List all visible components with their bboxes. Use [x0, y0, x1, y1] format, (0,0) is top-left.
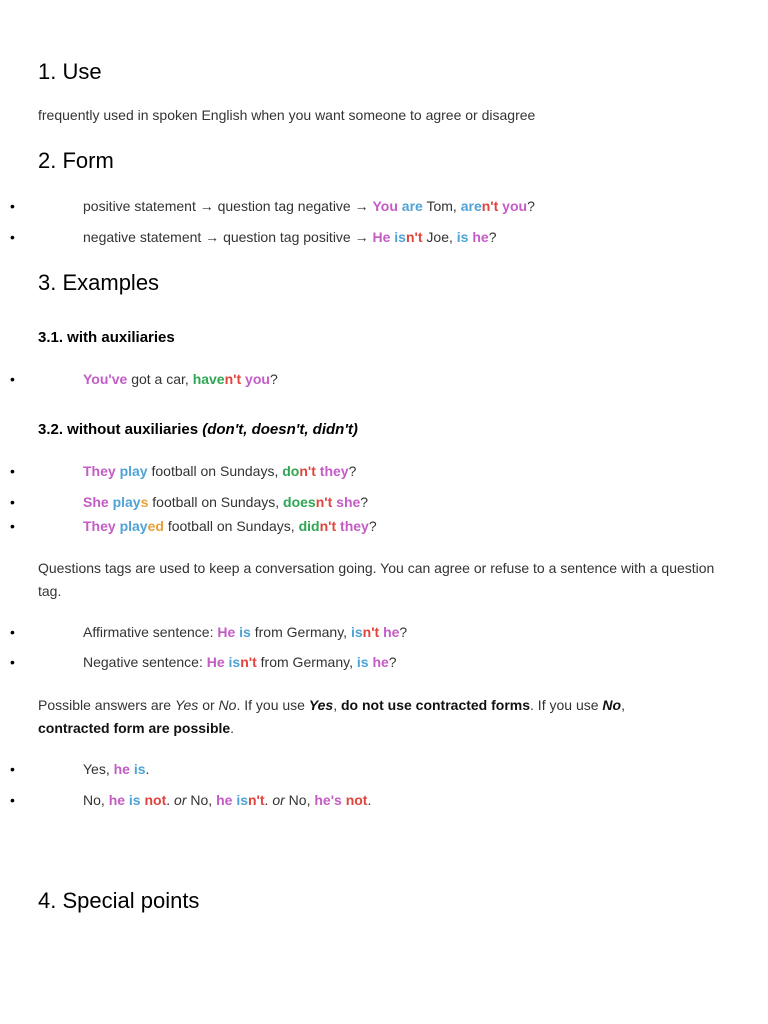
list-item [0, 759, 768, 779]
subheading-with-auxiliaries: 3.1. with auxiliaries [38, 329, 175, 346]
bullet: • [10, 494, 15, 510]
list-item [0, 622, 768, 642]
answer-yes: Yes, he is. [83, 761, 150, 777]
bullet: • [10, 371, 15, 387]
bullet: • [10, 518, 15, 534]
example-youve: You've got a car, haven't you? [83, 371, 278, 387]
example-they-play: They play football on Sundays, don't they? [83, 463, 357, 479]
list-item [0, 227, 768, 247]
bullet: • [10, 229, 15, 245]
bullet: • [10, 654, 15, 670]
example-they-played: They played football on Sundays, didn't they? [83, 518, 377, 534]
bullet: • [10, 463, 15, 479]
example-she-plays: She plays football on Sundays, doesn't she? [83, 494, 369, 510]
form-item-negative: negative statement → question tag positive → He isn't Joe, is he? [83, 229, 497, 245]
answer-no: No, he is not. or No, he isn't. or No, he's not. [83, 792, 372, 808]
list-item [0, 461, 768, 481]
negative-sentence: Negative sentence: He isn't from Germany, is he? [83, 654, 397, 670]
use-text: frequently used in spoken English when you want someone to agree or disagree [38, 107, 536, 123]
list-item [0, 492, 768, 512]
list-item [0, 790, 768, 810]
subheading-without-auxiliaries: 3.2. without auxiliaries (don't, doesn't, didn't) [38, 421, 358, 438]
paragraph-conversation: Questions tags are used to keep a conversation going. You can agree or refuse to a sentence with a question tag. [38, 560, 715, 599]
heading-use: 1. Use [38, 59, 102, 84]
bullet: • [10, 198, 15, 214]
affirmative-sentence: Affirmative sentence: He is from Germany, isn't he? [83, 624, 408, 640]
paragraph-possible-answers: Possible answers are Yes or No. If you use Yes, do not use contracted forms. If you use No, contracted form are possible. [38, 697, 625, 736]
form-item-positive: positive statement → question tag negative → You are Tom, aren't you? [83, 198, 535, 214]
list-item [0, 196, 768, 216]
bullet: • [10, 792, 15, 808]
list-item [0, 652, 768, 672]
heading-examples: 3. Examples [38, 270, 160, 295]
bullet: • [10, 761, 15, 777]
list-item [0, 369, 768, 389]
list-item [0, 516, 768, 536]
heading-form: 2. Form [38, 148, 114, 173]
heading-special-points: 4. Special points [38, 888, 200, 913]
bullet: • [10, 624, 15, 640]
